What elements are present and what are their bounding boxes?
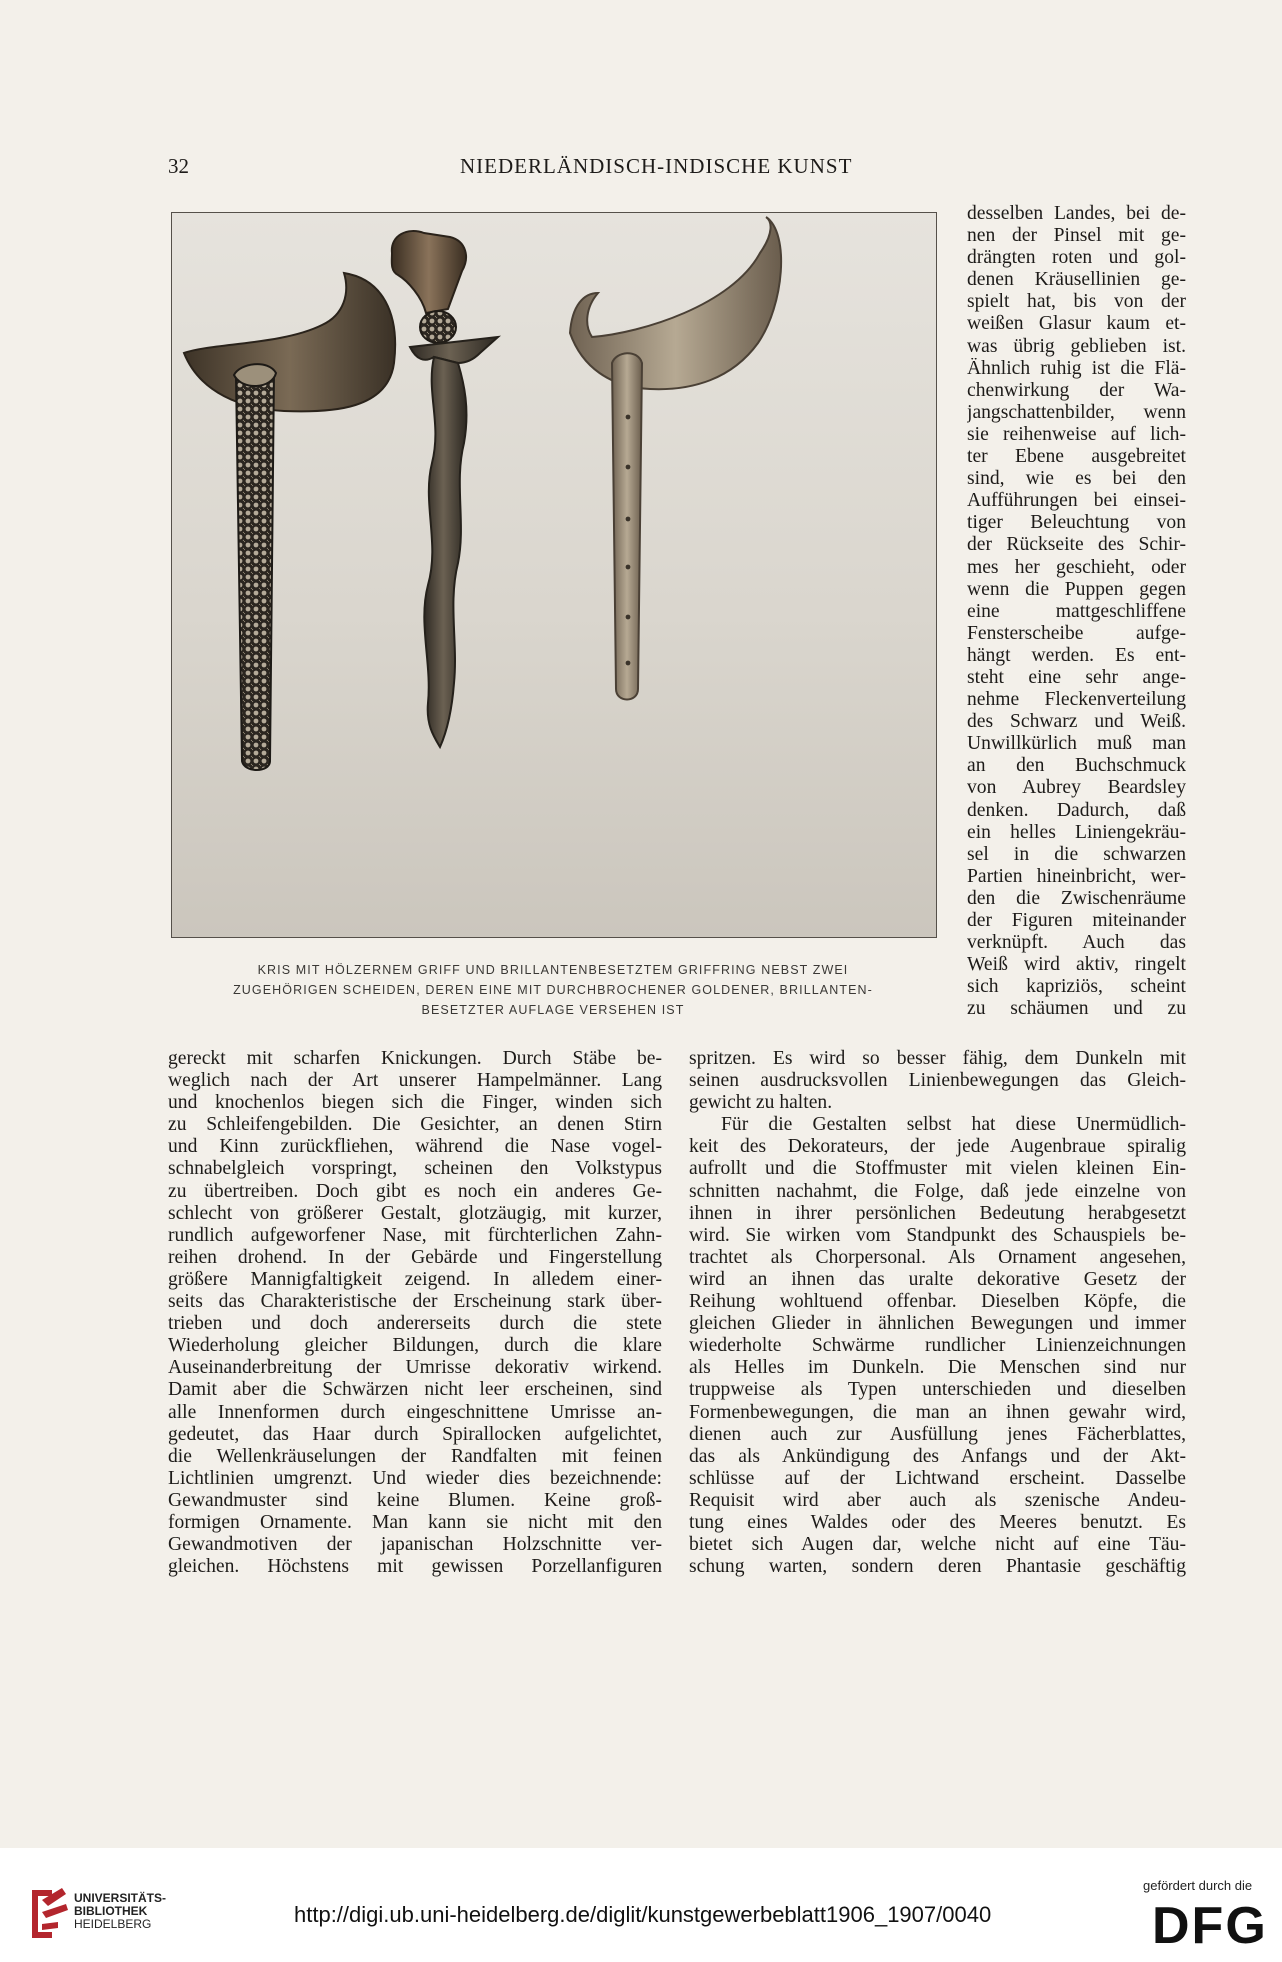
- running-head: NIEDERLÄNDISCH-INDISCHE KUNST: [460, 154, 853, 178]
- text-line: größere Mannigfaltigkeit zeigend. In alledem einer-: [168, 1268, 662, 1290]
- text-line: sie reihenweise auf lich-: [967, 423, 1186, 445]
- text-line: spielt hat, bis von der: [967, 291, 1186, 313]
- text-line: von Aubrey Beardsley: [967, 777, 1186, 799]
- text-line: des Schwarz und Weiß.: [967, 711, 1186, 733]
- text-line: schlecht von größerer Gestalt, glotzäugig, mit kurzer,: [168, 1202, 662, 1224]
- text-line: gereckt mit scharfen Knickungen. Durch Stäbe be-: [168, 1048, 662, 1069]
- text-line: ein helles Liniengekräu-: [967, 821, 1186, 843]
- text-line: mes her geschieht, oder: [967, 556, 1186, 578]
- kris-photograph: [171, 212, 937, 938]
- right-narrow-column: [967, 203, 1186, 1020]
- text-line: zu Schleifengebilden. Die Gesichter, an denen Stirn: [168, 1114, 662, 1136]
- page-number: 32: [168, 154, 189, 178]
- library-name-line: HEIDELBERG: [74, 1917, 152, 1931]
- text-line: alle Innenformen durch eingeschnittene Umrisse an-: [168, 1401, 662, 1423]
- text-line: sind, wie es bei den: [967, 468, 1186, 490]
- text-line: hängt werden. Es ent-: [967, 644, 1186, 666]
- library-logo-icon: [28, 1882, 72, 1942]
- library-name-line: UNIVERSITÄTS-: [74, 1891, 167, 1905]
- text-line: drängten roten und gol-: [967, 247, 1186, 269]
- text-line: Auseinanderbreitung der Umrisse dekorativ wirkend.: [168, 1357, 662, 1379]
- text-line: desselben Landes, bei de-: [967, 203, 1186, 224]
- text-line: ter Ebene ausgebreitet: [967, 446, 1186, 468]
- text-line: Lichtlinien umgrenzt. Und wieder dies bezeichnende:: [168, 1467, 662, 1489]
- text-line: als Helles im Dunkeln. Die Menschen sind nur: [689, 1357, 1186, 1379]
- text-line: Für die Gestalten selbst hat diese Unermüdlich-: [721, 1114, 1186, 1136]
- text-line: das als Ankündigung des Anfangs und der Akt-: [689, 1445, 1186, 1467]
- text-line: Weiß wird aktiv, ringelt: [967, 954, 1186, 976]
- text-line: gleichen. Höchstens mit gewissen Porzellanfiguren: [168, 1556, 662, 1578]
- text-line: Fensterscheibe aufge-: [967, 622, 1186, 644]
- text-line: reihen drohend. In der Gebärde und Fingerstellung: [168, 1246, 662, 1268]
- text-line: und Kinn zurückfliehen, während die Nase vogel-: [168, 1136, 662, 1158]
- text-line: tung eines Waldes oder des Meeres benutzt. Es: [689, 1511, 1186, 1533]
- text-line: eine mattgeschliffene: [967, 600, 1186, 622]
- text-line: nen der Pinsel mit ge-: [967, 225, 1186, 247]
- library-name: [74, 1892, 166, 1931]
- text-line: tiger Beleuchtung von: [967, 512, 1186, 534]
- text-line: rundlich aufgeworfener Nase, mit fürchterlichen Zahn-: [168, 1224, 662, 1246]
- text-line: denen Kräusellinien ge-: [967, 269, 1186, 291]
- text-line: die Wellenkräuselungen der Randfalten mit feinen: [168, 1445, 662, 1467]
- funder-label: gefördert durch die: [1143, 1878, 1253, 1893]
- permalink[interactable]: http://digi.ub.uni-heidelberg.de/diglit/kunstgewerbeblatt1906_1907/0040: [294, 1902, 992, 1927]
- text-line: ihnen in ihrer persönlichen Bedeutung herabgesetzt: [689, 1202, 1186, 1224]
- text-line: Gewandmuster sind keine Blumen. Keine groß-: [168, 1489, 662, 1511]
- text-line: spritzen. Es wird so besser fähig, dem Dunkeln mit: [689, 1048, 1186, 1069]
- text-line: sel in die schwarzen: [967, 843, 1186, 865]
- text-line: Gewandmotiven der japanischan Holzschnitte ver-: [168, 1534, 662, 1556]
- text-line: Damit aber die Schwärzen nicht leer erscheinen, sind: [168, 1379, 662, 1401]
- text-line: seits das Charakteristische der Erscheinung stark über-: [168, 1291, 662, 1313]
- text-line: an den Buchschmuck: [967, 755, 1186, 777]
- text-line: bietet sich Augen dar, welche nicht auf eine Täu-: [689, 1534, 1186, 1556]
- text-line: zu schäumen und zu: [967, 998, 1186, 1020]
- text-line: Unwillkürlich muß man: [967, 733, 1186, 755]
- text-line: denken. Dadurch, daß: [967, 799, 1186, 821]
- caption-line: KRIS MIT HÖLZERNEM GRIFF UND BRILLANTENBESETZTEM GRIFFRING NEBST ZWEI: [257, 963, 849, 977]
- text-line: schnitten nachahmt, die Folge, daß jede einzelne von: [689, 1180, 1186, 1202]
- text-line: dienen auch zur Ausfüllung jenes Fächerblattes,: [689, 1423, 1186, 1445]
- text-line: steht eine sehr ange-: [967, 666, 1186, 688]
- text-line: gedeutet, das Haar durch Spirallocken aufgelichtet,: [168, 1423, 662, 1445]
- left-column: [168, 1048, 662, 1578]
- text-line: aufrollt und die Stoffmuster mit vielen kleinen Ein-: [689, 1158, 1186, 1180]
- text-line: gleichen Glieder in ähnlichen Bewegungen und immer: [689, 1313, 1186, 1335]
- text-line: truppweise als Typen unterschieden und dieselben: [689, 1379, 1186, 1401]
- text-line: wird an ihnen das uralte dekorative Gesetz der: [689, 1268, 1186, 1290]
- text-line: schung warten, sondern deren Phantasie geschäftig: [689, 1556, 1186, 1578]
- text-line: zu übertreiben. Doch gibt es noch ein anderes Ge-: [168, 1180, 662, 1202]
- text-line: weißen Glasur kaum et-: [967, 313, 1186, 335]
- text-line: Ähnlich ruhig ist die Flä-: [967, 357, 1186, 379]
- text-line: nehme Fleckenverteilung: [967, 689, 1186, 711]
- text-line: trieben und doch andererseits durch die stete: [168, 1313, 662, 1335]
- text-line: schlüsse auf der Lichtwand erscheint. Dasselbe: [689, 1467, 1186, 1489]
- kris-illustration: [172, 213, 936, 937]
- text-line: schnabelgleich vorspringt, scheinen den Volkstypus: [168, 1158, 662, 1180]
- text-line: der Rückseite des Schir-: [967, 534, 1186, 556]
- caption-line: ZUGEHÖRIGEN SCHEIDEN, DEREN EINE MIT DURCHBROCHENER GOLDENER, BRILLANTEN-: [233, 983, 873, 997]
- text-line: Formenbewegungen, die man an ihnen gewahr wird,: [689, 1401, 1186, 1423]
- text-line: trachtet als Chorpersonal. Als Ornament angesehen,: [689, 1246, 1186, 1268]
- digitization-footer: [0, 1848, 1282, 1962]
- text-line: wenn die Puppen gegen: [967, 578, 1186, 600]
- right-column: [689, 1048, 1186, 1578]
- text-line: was übrig geblieben ist.: [967, 335, 1186, 357]
- text-line: verknüpft. Auch das: [967, 932, 1186, 954]
- text-line: wiederholte Schwärme rundlicher Linienzeichnungen: [689, 1335, 1186, 1357]
- text-line: seinen ausdrucksvollen Linienbewegungen das Gleich-: [689, 1070, 1186, 1092]
- text-line: formigen Ornamente. Man kann sie nicht mit den: [168, 1511, 662, 1533]
- library-name-line: BIBLIOTHEK: [74, 1904, 148, 1918]
- text-line: Requisit wird aber auch als szenische Andeu-: [689, 1489, 1186, 1511]
- caption-line: BESETZTER AUFLAGE VERSEHEN IST: [421, 1003, 685, 1017]
- text-line: weglich nach der Art unserer Hampelmänner. Lang: [168, 1070, 662, 1092]
- text-line: chenwirkung der Wa-: [967, 379, 1186, 401]
- text-line: Reihung wohltuend offenbar. Dieselben Köpfe, die: [689, 1291, 1186, 1313]
- text-line: Aufführungen bei einsei-: [967, 490, 1186, 512]
- text-line: Partien hineinbricht, wer-: [967, 865, 1186, 887]
- text-line: keit des Dekorateurs, der jede Augenbraue spiralig: [689, 1136, 1186, 1158]
- text-line: jangschattenbilder, wenn: [967, 401, 1186, 423]
- text-line: gewicht zu halten.: [689, 1092, 833, 1114]
- text-line: und knochenlos biegen sich die Finger, winden sich: [168, 1092, 662, 1114]
- text-line: den die Zwischenräume: [967, 887, 1186, 909]
- text-line: sich kapriziös, scheint: [967, 976, 1186, 998]
- dfg-logo: DFG: [1152, 1897, 1268, 1955]
- text-line: wird. Sie wirken vom Standpunkt des Schauspiels be-: [689, 1224, 1186, 1246]
- text-line: der Figuren miteinander: [967, 910, 1186, 931]
- text-line: Wiederholung gleicher Bildungen, durch die klare: [168, 1335, 662, 1357]
- figure-caption: [170, 960, 936, 1020]
